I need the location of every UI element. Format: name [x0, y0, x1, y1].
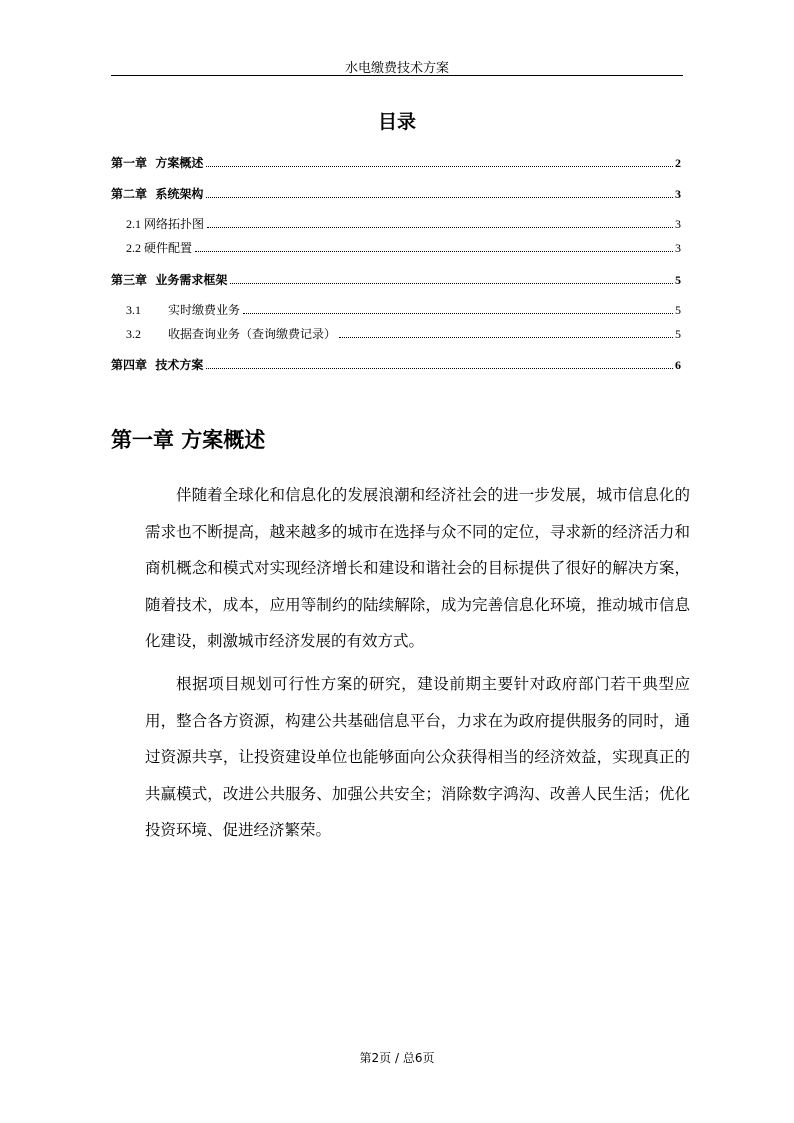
- toc-leader: [206, 367, 673, 369]
- toc-page: 3: [675, 217, 681, 231]
- toc-entry-section-3-2[interactable]: [126, 326, 681, 342]
- toc-leader: [339, 336, 673, 338]
- toc-page: 6: [675, 358, 681, 372]
- toc-leader: [243, 312, 673, 314]
- toc-label: 第三章 业务需求框架: [111, 273, 228, 287]
- toc-entry-chapter-3[interactable]: [111, 272, 681, 288]
- toc-leader: [230, 282, 673, 284]
- toc-section-number: 2.1: [126, 217, 144, 231]
- body-paragraph-1: 伴随着全球化和信息化的发展浪潮和经济社会的进一步发展，城市信息化的需求也不断提高，越来越多的城市在选择与众不同的定位，寻求新的经济活力和商机概念和模式对实现经济增长和建设和谐社会的目标提供了很好的解决方案，随着技术，成本，应用等制约的陆续解除，成为完善信息化环境，推动城市信息化建设，刺激城市经济发展的有效方式。: [145, 486, 690, 650]
- toc-label: 第一章 方案概述: [111, 156, 204, 170]
- chapter-heading: 第一章 方案概述: [111, 428, 266, 452]
- toc-page: 3: [675, 241, 681, 255]
- toc-page: 3: [675, 187, 681, 201]
- body-paragraph-2: 根据项目规划可行性方案的研究，建设前期主要针对政府部门若干典型应用，整合各方资源，构建公共基础信息平台，力求在为政府提供服务的同时，通过资源共享，让投资建设单位也能够面向公众获得相当的经济效益，实现真正的共赢模式，改进公共服务、加强公共安全；消除数字鸿沟、改善人民生活；优化投资环境、促进经济繁荣。: [145, 675, 690, 839]
- toc-section-number: 2.2: [126, 241, 144, 255]
- toc-label: 收据查询业务（查询缴费记录）: [168, 327, 337, 341]
- toc-label: 第四章 技术方案: [111, 358, 204, 372]
- toc-leader: [207, 226, 673, 228]
- toc-page: 5: [675, 273, 681, 287]
- toc-leader: [195, 250, 673, 252]
- toc-entry-section-2-2[interactable]: [126, 240, 681, 256]
- toc-label: 第二章 系统架构: [111, 187, 204, 201]
- page-footer: 第2页 / 总6页: [359, 1051, 435, 1065]
- toc-entry-chapter-4[interactable]: [111, 357, 681, 373]
- toc-page: 2: [675, 156, 681, 170]
- toc-entry-section-2-1[interactable]: [126, 216, 681, 232]
- toc-leader: [206, 196, 673, 198]
- header-rule: [111, 75, 683, 76]
- toc-label: 实时缴费业务: [168, 303, 241, 317]
- toc-leader: [206, 165, 673, 167]
- toc-label: 网络拓扑图: [144, 217, 205, 231]
- toc-title: 目录: [377, 111, 416, 133]
- toc-section-number: 3.2: [126, 327, 141, 341]
- toc-page: 5: [675, 327, 681, 341]
- toc-entry-chapter-1[interactable]: [111, 155, 681, 171]
- toc-entry-section-3-1[interactable]: [126, 302, 681, 318]
- toc-entry-chapter-2[interactable]: [111, 186, 681, 202]
- toc-page: 5: [675, 303, 681, 317]
- page-header-title: 水电缴费技术方案: [344, 61, 449, 76]
- toc-section-number: 3.1: [126, 303, 141, 317]
- toc-label: 硬件配置: [144, 241, 193, 255]
